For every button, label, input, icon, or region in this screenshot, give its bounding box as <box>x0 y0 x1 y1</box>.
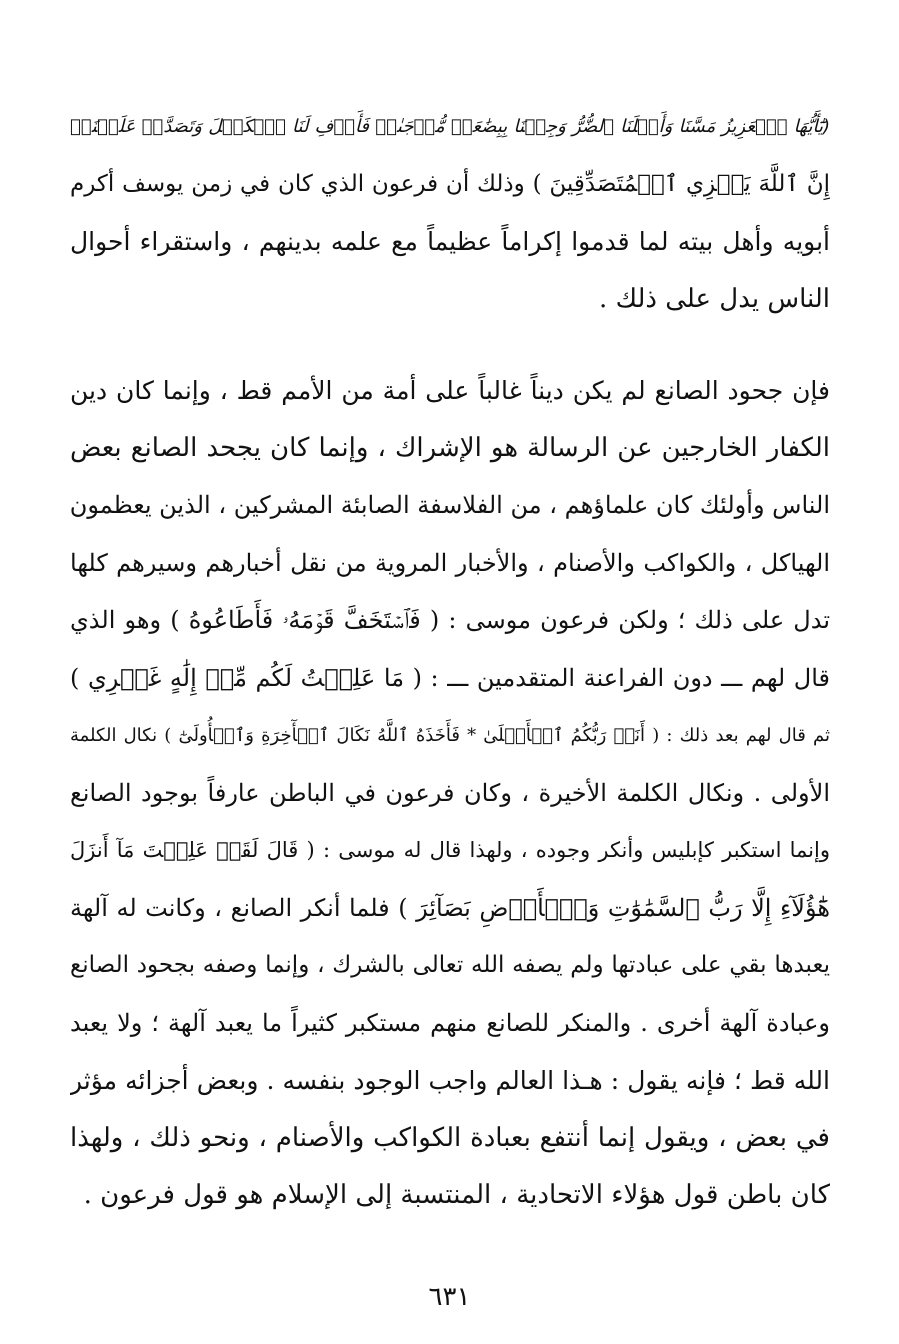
text-line: فإن جحود الصانع لم يكن ديناً غالباً على أمة من الأمم قط ، وإنما كان دين <box>70 376 830 405</box>
paragraph-1 <box>70 98 830 328</box>
text-line: قال لهم ـــ دون الفراعنة المتقدمين ـــ : ( مَا عَلِمۡتُ لَكُم مِّنۡ إِلَٰهٍ غَيۡرِي ) <box>70 663 830 692</box>
text-line: الأولى . ونكال الكلمة الأخيرة ، وكان فرعون في الباطن عارفاً بوجود الصانع <box>70 778 830 807</box>
text-line: هَٰٓؤُلَآءِ إِلَّا رَبُّ ٱلسَّمَٰوَٰتِ وَٱلۡأَرۡضِ بَصَآئِرَ ) فلما أنكر الصانع ، وكانت له آلهة <box>70 893 830 922</box>
text-line: الناس وأولئك كان علماؤهم ، من الفلاسفة الصابئة المشركين ، الذين يعظمون <box>70 491 830 519</box>
page-body <box>70 98 830 1225</box>
text-line: الناس يدل على ذلك . <box>599 283 830 314</box>
text-line: (يَٰٓأَيُّهَا ٱلۡعَزِيزُ مَسَّنَا وَأَهۡلَنَا ٱلضُّرُّ وَجِئۡنَا بِبِضَٰعَةٖ مُّزۡجَىٰةٖ فَأَوۡفِ لَنَا ٱلۡكَيۡلَ وَتَصَدَّقۡ عَلَيۡنَآۖ <box>70 116 830 137</box>
text-line: الكفار الخارجين عن الرسالة هو الإشراك ، وإنما كان يجحد الصانع بعض <box>70 432 830 463</box>
paragraph-2 <box>70 362 830 1225</box>
text-line: يعبدها بقي على عبادتها ولم يصفه الله تعالى بالشرك ، وإنما وصفه بجحود الصانع <box>70 952 830 978</box>
text-line: ثم قال لهم بعد ذلك : ( أَنَا۠ رَبُّكُمُ ٱلۡأَعۡلَىٰ * فَأَخَذَهُ ٱللَّهُ نَكَالَ ٱلۡأٓخِرَةِ وَٱلۡأُولَىٰٓ ) نكال الكلمة <box>70 725 830 746</box>
paragraph-gap <box>70 328 830 362</box>
text-line: الله قط ؛ فإنه يقول : هـذا العالم واجب الوجود بنفسه . وبعض أجزائه مؤثر <box>70 1066 830 1095</box>
text-line: وإنما استكبر كإبليس وأنكر وجوده ، ولهذا قال له موسى : ( قَالَ لَقَدۡ عَلِمۡتَ مَآ أَنزَلَ <box>70 838 830 862</box>
text-line: أبويه وأهل بيته لما قدموا إكراماً عظيماً مع علمه بدينهم ، واستقراء أحوال <box>70 227 830 256</box>
text-line: إِنَّ ٱللَّهَ يَجۡزِي ٱلۡمُتَصَدِّقِينَ ) وذلك أن فرعون الذي كان في زمن يوسف أكرم <box>70 170 830 197</box>
text-line: في بعض ، ويقول إنما أنتفع بعبادة الكواكب والأصنام ، ونحو ذلك ، ولهذا <box>70 1122 830 1153</box>
page-number: ٦٣١ <box>428 1282 471 1312</box>
text-line: تدل على ذلك ؛ ولكن فرعون موسى : ( فَٱسۡتَخَفَّ قَوۡمَهُۥ فَأَطَاعُوهُ ) وهو الذي <box>70 606 830 634</box>
text-line: الهياكل ، والكواكب والأصنام ، والأخبار المروية من نقل أخبارهم وسيرهم كلها <box>70 548 830 577</box>
text-line: كان باطن قول هؤلاء الاتحادية ، المنتسبة إلى الإسلام هو قول فرعون . <box>83 1180 830 1210</box>
text-line: وعبادة آلهة أخرى . والمنكر للصانع منهم مستكبر كثيراً ما يعبد آلهة ؛ ولا يعبد <box>70 1008 830 1037</box>
